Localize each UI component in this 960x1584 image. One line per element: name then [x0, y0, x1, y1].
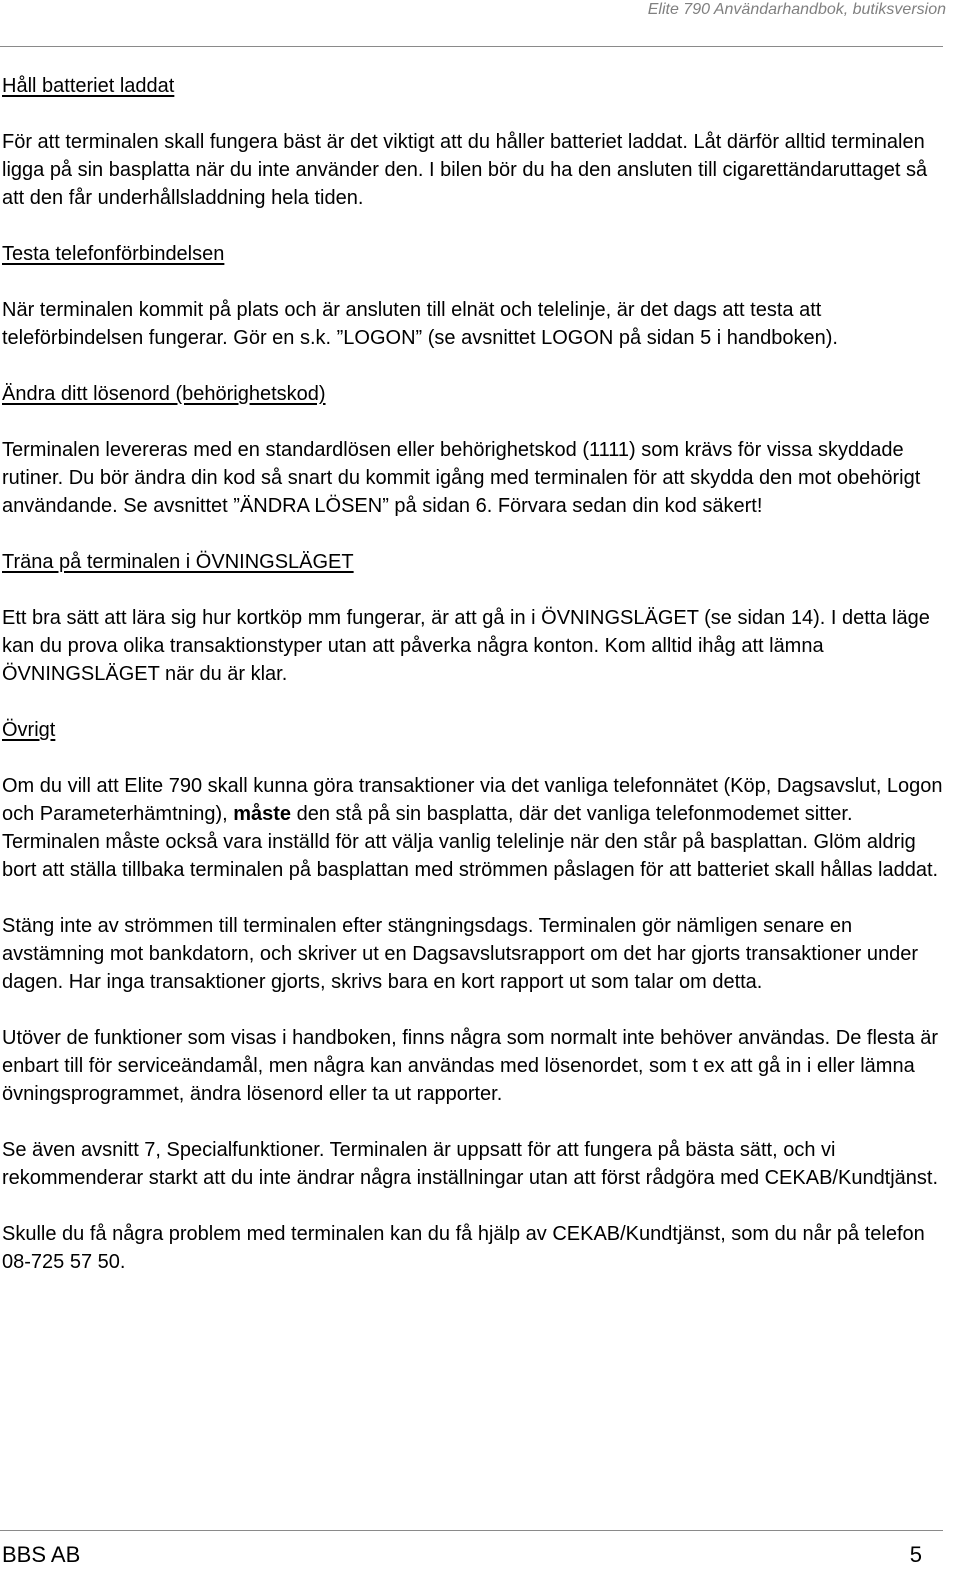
paragraph-other-1	[2, 772, 947, 884]
paragraph-other-5: Skulle du få några problem med terminalen kan du få hjälp av CEKAB/Kundtjänst, som du når på telefon 08-725 57 50.	[2, 1223, 925, 1273]
section-phone-connection	[2, 240, 947, 352]
footer-company: BBS AB	[2, 1542, 81, 1567]
header-title: Elite 790 Användarhandbok, butiksversion	[647, 1, 946, 18]
paragraph-other-1-end: den stå på sin basplatta, där det vanliga telefonmodemet sitter. Terminalen måste också vara inställd för att välja vanlig telelinje när den står på basplattan. Glöm aldrig bort att ställa tillbaka terminalen på basplattan med strömmen påslagen för att batteriet skall hållas laddat.	[2, 803, 939, 881]
section-practice-mode	[2, 548, 947, 688]
section-other	[2, 716, 947, 1276]
section-heading-practice-mode: Träna på terminalen i ÖVNINGSLÄGET	[2, 551, 354, 573]
page-header	[0, 0, 960, 50]
paragraph-change-password: Terminalen levereras med en standardlösen eller behörighetskod (1111) som krävs för vissa skyddade rutiner. Du bör ändra din kod så snart du kommit igång med terminalen för att skydda den mot obehörigt användande. Se avsnittet ”ÄNDRA LÖSEN” på sidan 6. Förvara sedan din kod säkert!	[2, 439, 921, 517]
paragraph-battery: För att terminalen skall fungera bäst är det viktigt att du håller batteriet laddat. Låt därför alltid terminalen ligga på sin basplatta när du inte använder den. I bilen bör du ha den ansluten till cigarettändaruttaget så att den får underhållsladdning hela tiden.	[2, 131, 928, 209]
paragraph-other-4: Se även avsnitt 7, Specialfunktioner. Terminalen är uppsatt för att fungera på bästa sätt, och vi rekommenderar starkt att du inte ändrar några inställningar utan att först rådgöra med CEKAB/Kundtjänst.	[2, 1139, 939, 1189]
section-battery	[2, 72, 947, 212]
page-number: 5	[909, 1542, 922, 1567]
paragraph-other-3: Utöver de funktioner som visas i handboken, finns några som normalt inte behöver användas. De flesta är enbart till för serviceändamål, men några kan användas med lösenordet, som t ex att gå in i eller lämna övningsprogrammet, ändra lösenord eller ta ut rapporter.	[2, 1027, 939, 1105]
emphasis-maste: måste	[233, 803, 292, 825]
header-divider	[0, 46, 943, 47]
document-body	[2, 72, 947, 1276]
paragraph-other-1-start: Om du vill att Elite 790 skall kunna göra transaktioner via det vanliga telefonnätet (Köp, Dagsavslut, Logon och Parameterhämtning),	[2, 775, 943, 825]
section-heading-phone-connection: Testa telefonförbindelsen	[2, 243, 225, 265]
section-heading-battery: Håll batteriet laddat	[2, 75, 175, 97]
section-change-password	[2, 380, 947, 520]
paragraph-other-2: Stäng inte av strömmen till terminalen efter stängningsdags. Terminalen gör nämligen senare en avstämning mot bankdatorn, och skriver ut en Dagsavslutsrapport om det har gjorts transaktioner under dagen. Har inga transaktioner gjorts, skrivs bara en kort rapport ut som talar om detta.	[2, 915, 919, 993]
footer-divider	[0, 1530, 943, 1531]
paragraph-practice-mode: Ett bra sätt att lära sig hur kortköp mm fungerar, är att gå in i ÖVNINGSLÄGET (se sidan 14). I detta läge kan du prova olika transaktionstyper utan att påverka några konton. Kom alltid ihåg att lämna ÖVNINGSLÄGET när du är klar.	[2, 607, 930, 685]
section-heading-other: Övrigt	[2, 719, 56, 741]
paragraph-phone-connection: När terminalen kommit på plats och är ansluten till elnät och telelinje, är det dags att testa att teleförbindelsen fungerar. Gör en s.k. ”LOGON” (se avsnittet LOGON på sidan 5 i handboken).	[2, 299, 838, 349]
section-heading-change-password: Ändra ditt lösenord (behörighetskod)	[2, 383, 326, 405]
page-footer	[0, 1530, 960, 1584]
